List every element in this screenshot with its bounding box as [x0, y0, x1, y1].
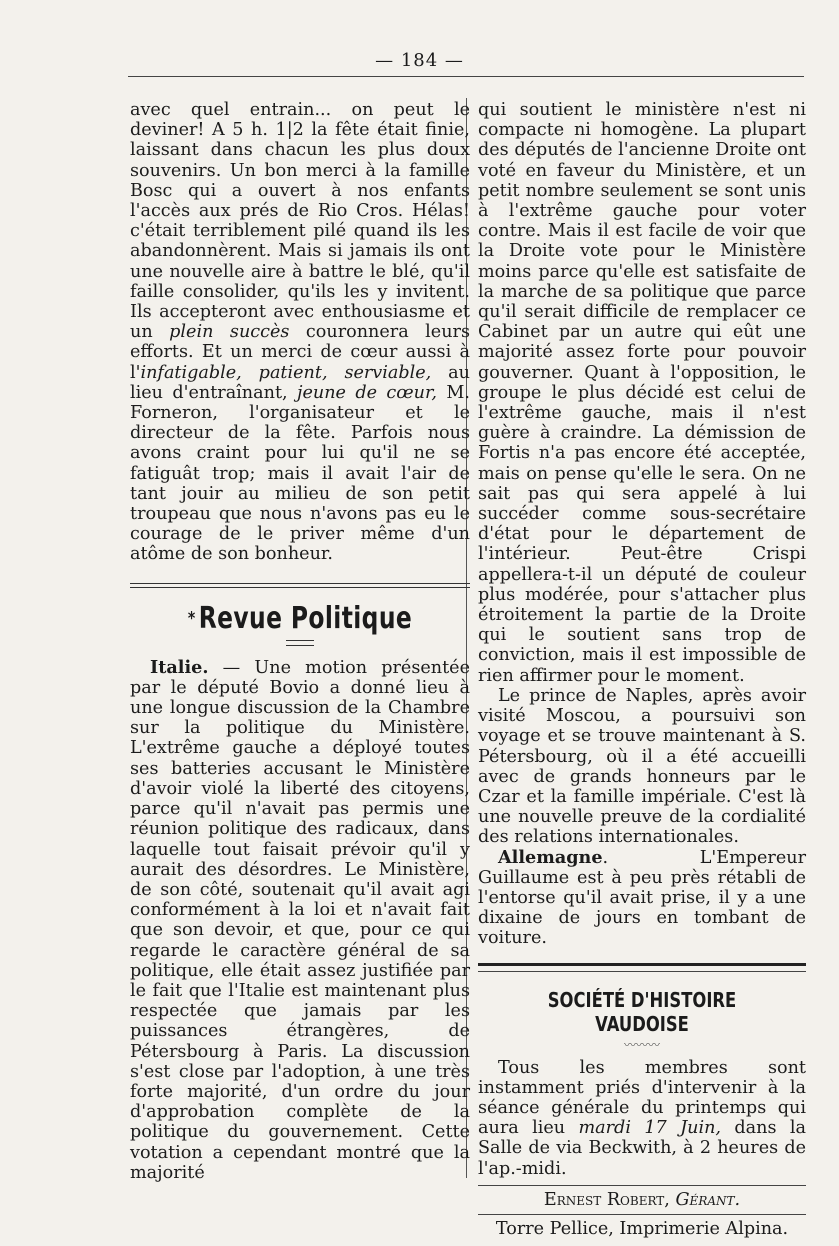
- title-ornament: [286, 640, 314, 646]
- society-text-1: Tous les membres sont instamment priés d'intervenir à la séance générale du printemps qui aura lieu: [478, 1057, 806, 1139]
- page-number: — 184 —: [375, 50, 464, 71]
- society-date: mardi 17 Juin,: [578, 1118, 722, 1139]
- printer-line: Torre Pellice, Imprimerie Alpina.: [478, 1214, 806, 1239]
- section-title: [167, 602, 432, 636]
- star-ornament: *: [187, 607, 196, 629]
- fete-text-3: au lieu d'entraînant,: [130, 362, 470, 403]
- signature-name: Ernest Robert,: [543, 1189, 670, 1210]
- left-column: [130, 100, 470, 1183]
- header-rule: [128, 76, 804, 77]
- italie-text: — Une motion présentée par le député Bovio a donné lieu à une longue discussion de la Chambre sur la politique du Ministère. L'extrême gauche a déployé toutes ses batteries accusant le Ministère d'avoir violé la liberté des citoyens, parce qu'il n'avait pas permis une réunion politique des radicaux, dans laquelle tout faisait prévoir qu'il y aurait des désordres. Le Ministère, de son côté, soutenait qu'il avait agi conformément à la loi et n'avait fait que son devoir, et que, pour ce qui regarde le caractère général de sa politique, elle était assez justifiée par le fait que l'Italie est maintenant plus respectée que jamais par les puissances étrangères, de Pétersbourg à Paris. La discussion s'est close par l'adoption, à une très forte majorité, d'un ordre du jour d'approbation complète de la politique du gouvernement. Cette votation a cependant montré que la majorité: [130, 657, 470, 1183]
- society-title: SOCIÉTÉ D'HISTOIRE VAUDOISE: [547, 987, 737, 1036]
- right-column: [478, 100, 806, 1239]
- fete-emphasis-3: jeune de cœur,: [297, 382, 438, 403]
- allemagne-text: . L'Empereur Guillaume est à peu près rétabli de l'entorse qu'il avait prise, il y a une dixaine de jours en tombant de voiture.: [478, 847, 806, 949]
- fete-text-2: couronnera leurs efforts. Et un merci de cœur aussi à l': [130, 322, 470, 383]
- notice-separator: [478, 963, 806, 972]
- fete-emphasis-1: plein succès: [169, 322, 290, 343]
- allemagne-label: Allemagne: [498, 846, 603, 868]
- society-text-2: dans la Salle de via Beckwith, à 2 heures de l'ap.-midi.: [478, 1118, 806, 1179]
- signature: [478, 1185, 806, 1210]
- wave-ornament: 〰〰〰: [623, 1037, 660, 1052]
- signature-role: Gérant.: [675, 1189, 741, 1210]
- ministere-paragraph: qui soutient le ministère n'est ni compacte ni homogène. La plupart des députés de l'ancienne Droite ont voté en faveur du Ministère, et un petit nombre seulement se sont unis à l'extrême gauche pour voter contre. Mais il est facile de voir que la Droite vote pour le Ministère moins parce qu'elle est satisfaite de la marche de sa politique que parce qu'il serait difficile de remplacer ce Cabinet par un autre qui eût une majorité assez forte pour pouvoir gouverner. Quant à l'opposition, le groupe le plus décidé est celui de l'extrême gauche, mais il n'est guère à craindre. La démission de Fortis n'a pas encore été acceptée, mais on pense qu'elle le sera. On ne sait pas qui sera appelé à lui succéder comme sous-secrétaire d'état pour le département de l'intérieur. Peut-être Crispi appellera-t-il un député de couleur plus modérée, pour s'attacher plus étroitement la partie de la Droite qui le soutient sans trop de conviction, mais il est impossible de rien affirmer pour le moment.: [478, 100, 806, 686]
- fete-emphasis-2: infatigable, patient, serviable,: [140, 362, 432, 383]
- fete-text-4: M. Forneron, l'organisateur et le directeur de la fête. Parfois nous avons craint pour lui qu'il ne se fatiguât trop; mais il avait l'air de tant jouir au milieu de son petit troupeau que nous n'avons pas eu le courage de le priver même d'un atôme de son bonheur.: [130, 382, 470, 565]
- allemagne-paragraph: [478, 848, 806, 949]
- fete-paragraph: [130, 100, 470, 565]
- section-separator: [130, 583, 470, 588]
- italie-label: Italie.: [150, 656, 209, 678]
- naples-paragraph: Le prince de Naples, après avoir visité Moscou, a poursuivi son voyage et se trouve maintenant à S. Pétersbourg, où il a été accueilli avec de grands honneurs par le Czar et la famille impériale. C'est là une nouvelle preuve de la cordialité des relations internationales.: [478, 685, 806, 848]
- fete-text-1: avec quel entrain... on peut le deviner! A 5 h. 1|2 la fête était finie, laissant dans chacun les plus doux souvenirs. Un bon merci à la famille Bosc qui a ouvert à nos enfants l'accès aux prés de Rio Cros. Hélas! c'était terriblement pilé quand ils les abandonnèrent. Mais si jamais ils ont une nouvelle aire à battre le blé, qu'il faille consolider, qu'ils les y invitent. Ils accepteront avec enthousiasme et un: [130, 100, 470, 343]
- section-title-text: Revue Politique: [198, 600, 413, 636]
- society-notice: [478, 1058, 806, 1179]
- italie-paragraph: [130, 658, 470, 1183]
